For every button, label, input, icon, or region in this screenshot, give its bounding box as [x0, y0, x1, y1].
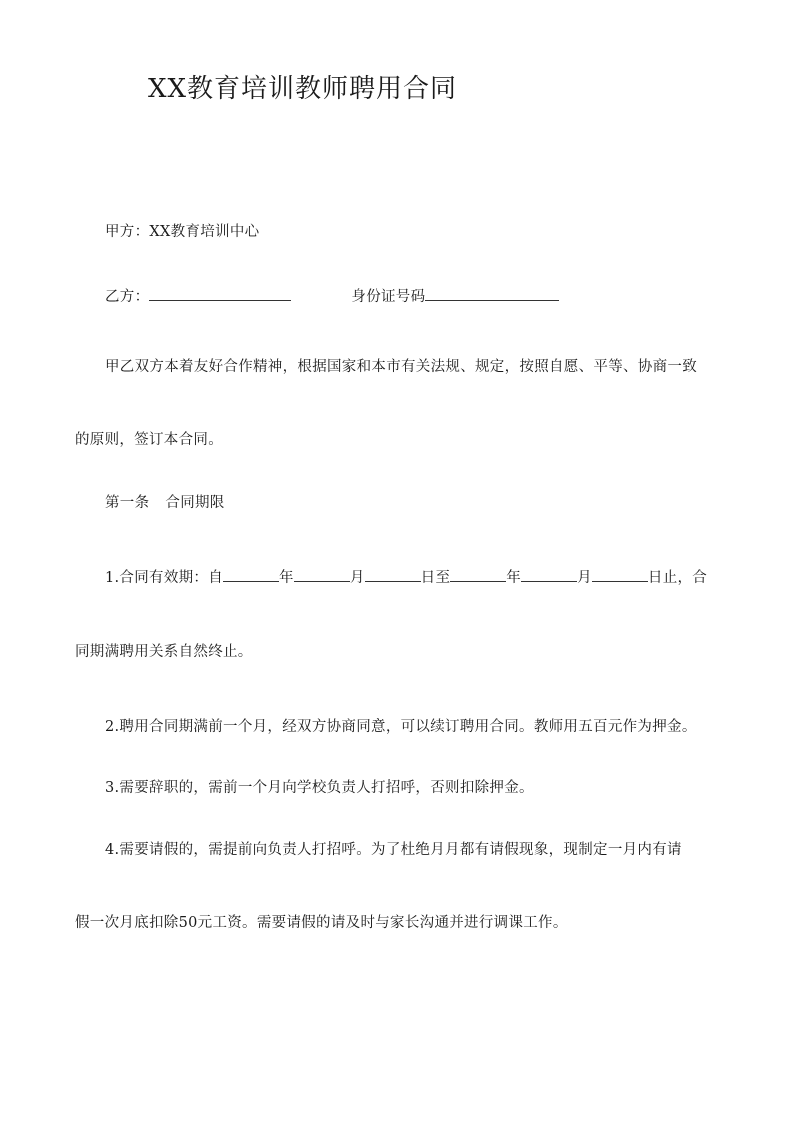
- article-title: 合同期限: [165, 495, 225, 511]
- clause-4-line-2: 假一次月底扣除50元工资。需要请假的请及时与家长沟通并进行调课工作。: [75, 915, 568, 931]
- article-1-heading: [105, 493, 225, 513]
- clause-4-line-1: 4.需要请假的，需提前向负责人打招呼。为了杜绝月月都有请假现象，现制定一月内有请: [105, 842, 682, 858]
- id-number-label: 身份证号码: [351, 289, 426, 305]
- end-year-blank: [450, 567, 506, 582]
- start-day-blank: [365, 567, 421, 582]
- preamble-line-1: 甲乙双方本着友好合作精神，根据国家和本市有关法规、规定，按照自愿、平等、协商一致: [105, 359, 697, 375]
- start-month-blank: [294, 567, 350, 582]
- party-b-line: [105, 286, 559, 307]
- id-number-blank: [425, 286, 559, 301]
- start-year-blank: [223, 567, 279, 582]
- end-month-blank: [521, 567, 577, 582]
- clause-2: 2.聘用合同期满前一个月，经双方协商同意，可以续订聘用合同。教师用五百元作为押金。: [105, 719, 697, 735]
- start-day-label: 日至: [420, 570, 451, 586]
- end-month-label: 月: [577, 570, 592, 586]
- end-day-label: 日止，合: [647, 570, 708, 586]
- party-a-value: XX教育培训中心: [149, 224, 260, 240]
- clause-1-line-2: 同期满聘用关系自然终止。: [75, 644, 253, 660]
- start-month-label: 月: [349, 570, 365, 586]
- party-b-name-blank: [149, 286, 291, 301]
- clause-3: 3.需要辞职的，需前一个月向学校负责人打招呼，否则扣除押金。: [105, 780, 534, 796]
- end-year-label: 年: [506, 570, 522, 586]
- preamble-line-2: 的原则，签订本合同。: [75, 432, 223, 448]
- start-year-label: 年: [279, 570, 294, 586]
- clause-1-prefix: 1.合同有效期：自: [105, 570, 224, 586]
- article-number: 第一条: [105, 495, 150, 511]
- end-day-blank: [592, 567, 648, 582]
- party-a-label: 甲方：: [105, 224, 150, 240]
- party-b-label: 乙方：: [105, 289, 150, 305]
- document-title: XX教育培训教师聘用合同: [148, 74, 458, 104]
- party-a-line: [105, 222, 259, 242]
- clause-1-line-1: [105, 567, 707, 588]
